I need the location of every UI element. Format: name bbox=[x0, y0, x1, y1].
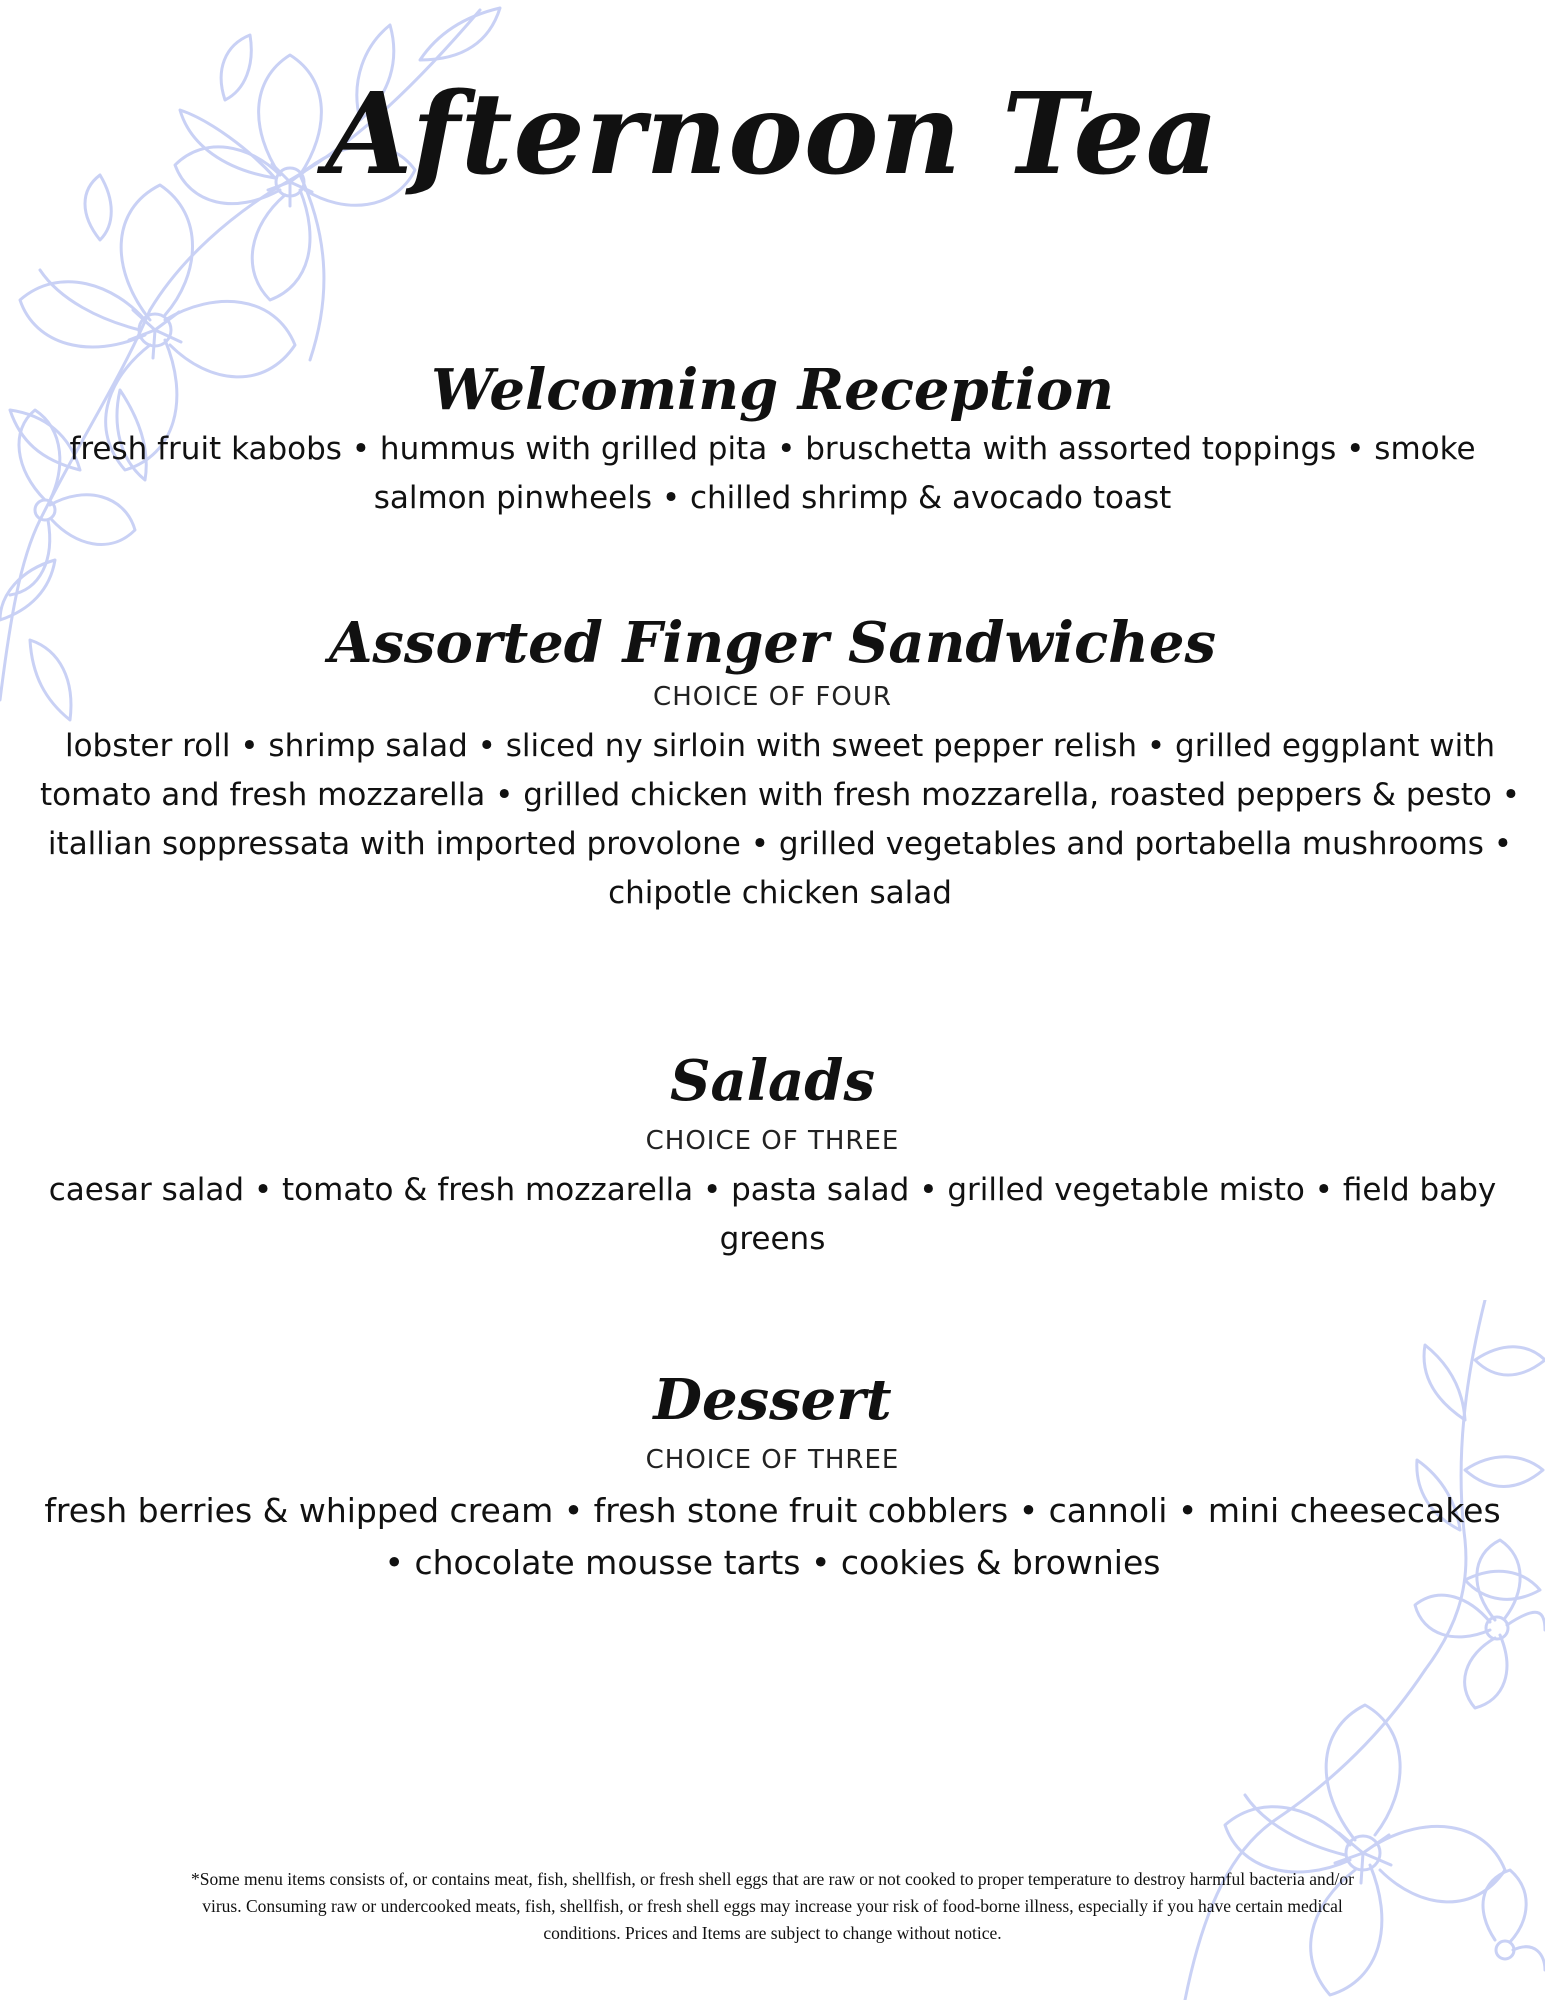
section-salads bbox=[0, 1046, 1545, 1264]
section-dessert bbox=[0, 1365, 1545, 1589]
section-subheading: CHOICE OF THREE bbox=[645, 1126, 900, 1156]
section-items: lobster roll • shrimp salad • sliced ny sirloin with sweet pepper relish • grilled eggplant with tomato and fresh mozzarella • grilled chicken with fresh mozzarella, roasted peppers & pesto • itallian soppressata with imported provolone • grilled vegetables and portabella mushrooms • chipotle chicken salad bbox=[40, 728, 1521, 911]
section-welcoming-reception bbox=[0, 355, 1545, 523]
disclaimer-text: *Some menu items consists of, or contains meat, fish, shellfish, or fresh shell eggs that are raw or not cooked to proper temperature to destroy harmful bacteria and/or virus. Consuming raw or undercooked meats, fish, shellfish, or fresh shell eggs may increase your risk of food-borne illness, especially if you have certain medical conditions. Prices and Items are subject to change without notice. bbox=[191, 1869, 1354, 1943]
page-title: Afternoon Tea bbox=[325, 69, 1220, 200]
section-heading: Salads bbox=[670, 1048, 875, 1114]
section-items: fresh berries & whipped cream • fresh stone fruit cobblers • cannoli • mini cheesecakes • chocolate mousse tarts • cookies & brownies bbox=[44, 1491, 1501, 1582]
section-subheading: CHOICE OF FOUR bbox=[653, 682, 892, 712]
section-finger-sandwiches bbox=[0, 608, 1545, 918]
section-subheading: CHOICE OF THREE bbox=[645, 1445, 900, 1475]
section-items: caesar salad • tomato & fresh mozzarella • pasta salad • grilled vegetable misto • field baby greens bbox=[48, 1172, 1497, 1257]
section-items: fresh fruit kabobs • hummus with grilled pita • bruschetta with assorted toppings • smoke salmon pinwheels • chilled shrimp & avocado toast bbox=[69, 431, 1476, 516]
section-heading: Assorted Finger Sandwiches bbox=[328, 610, 1217, 676]
section-heading: Welcoming Reception bbox=[431, 357, 1114, 423]
section-heading: Dessert bbox=[653, 1367, 892, 1433]
